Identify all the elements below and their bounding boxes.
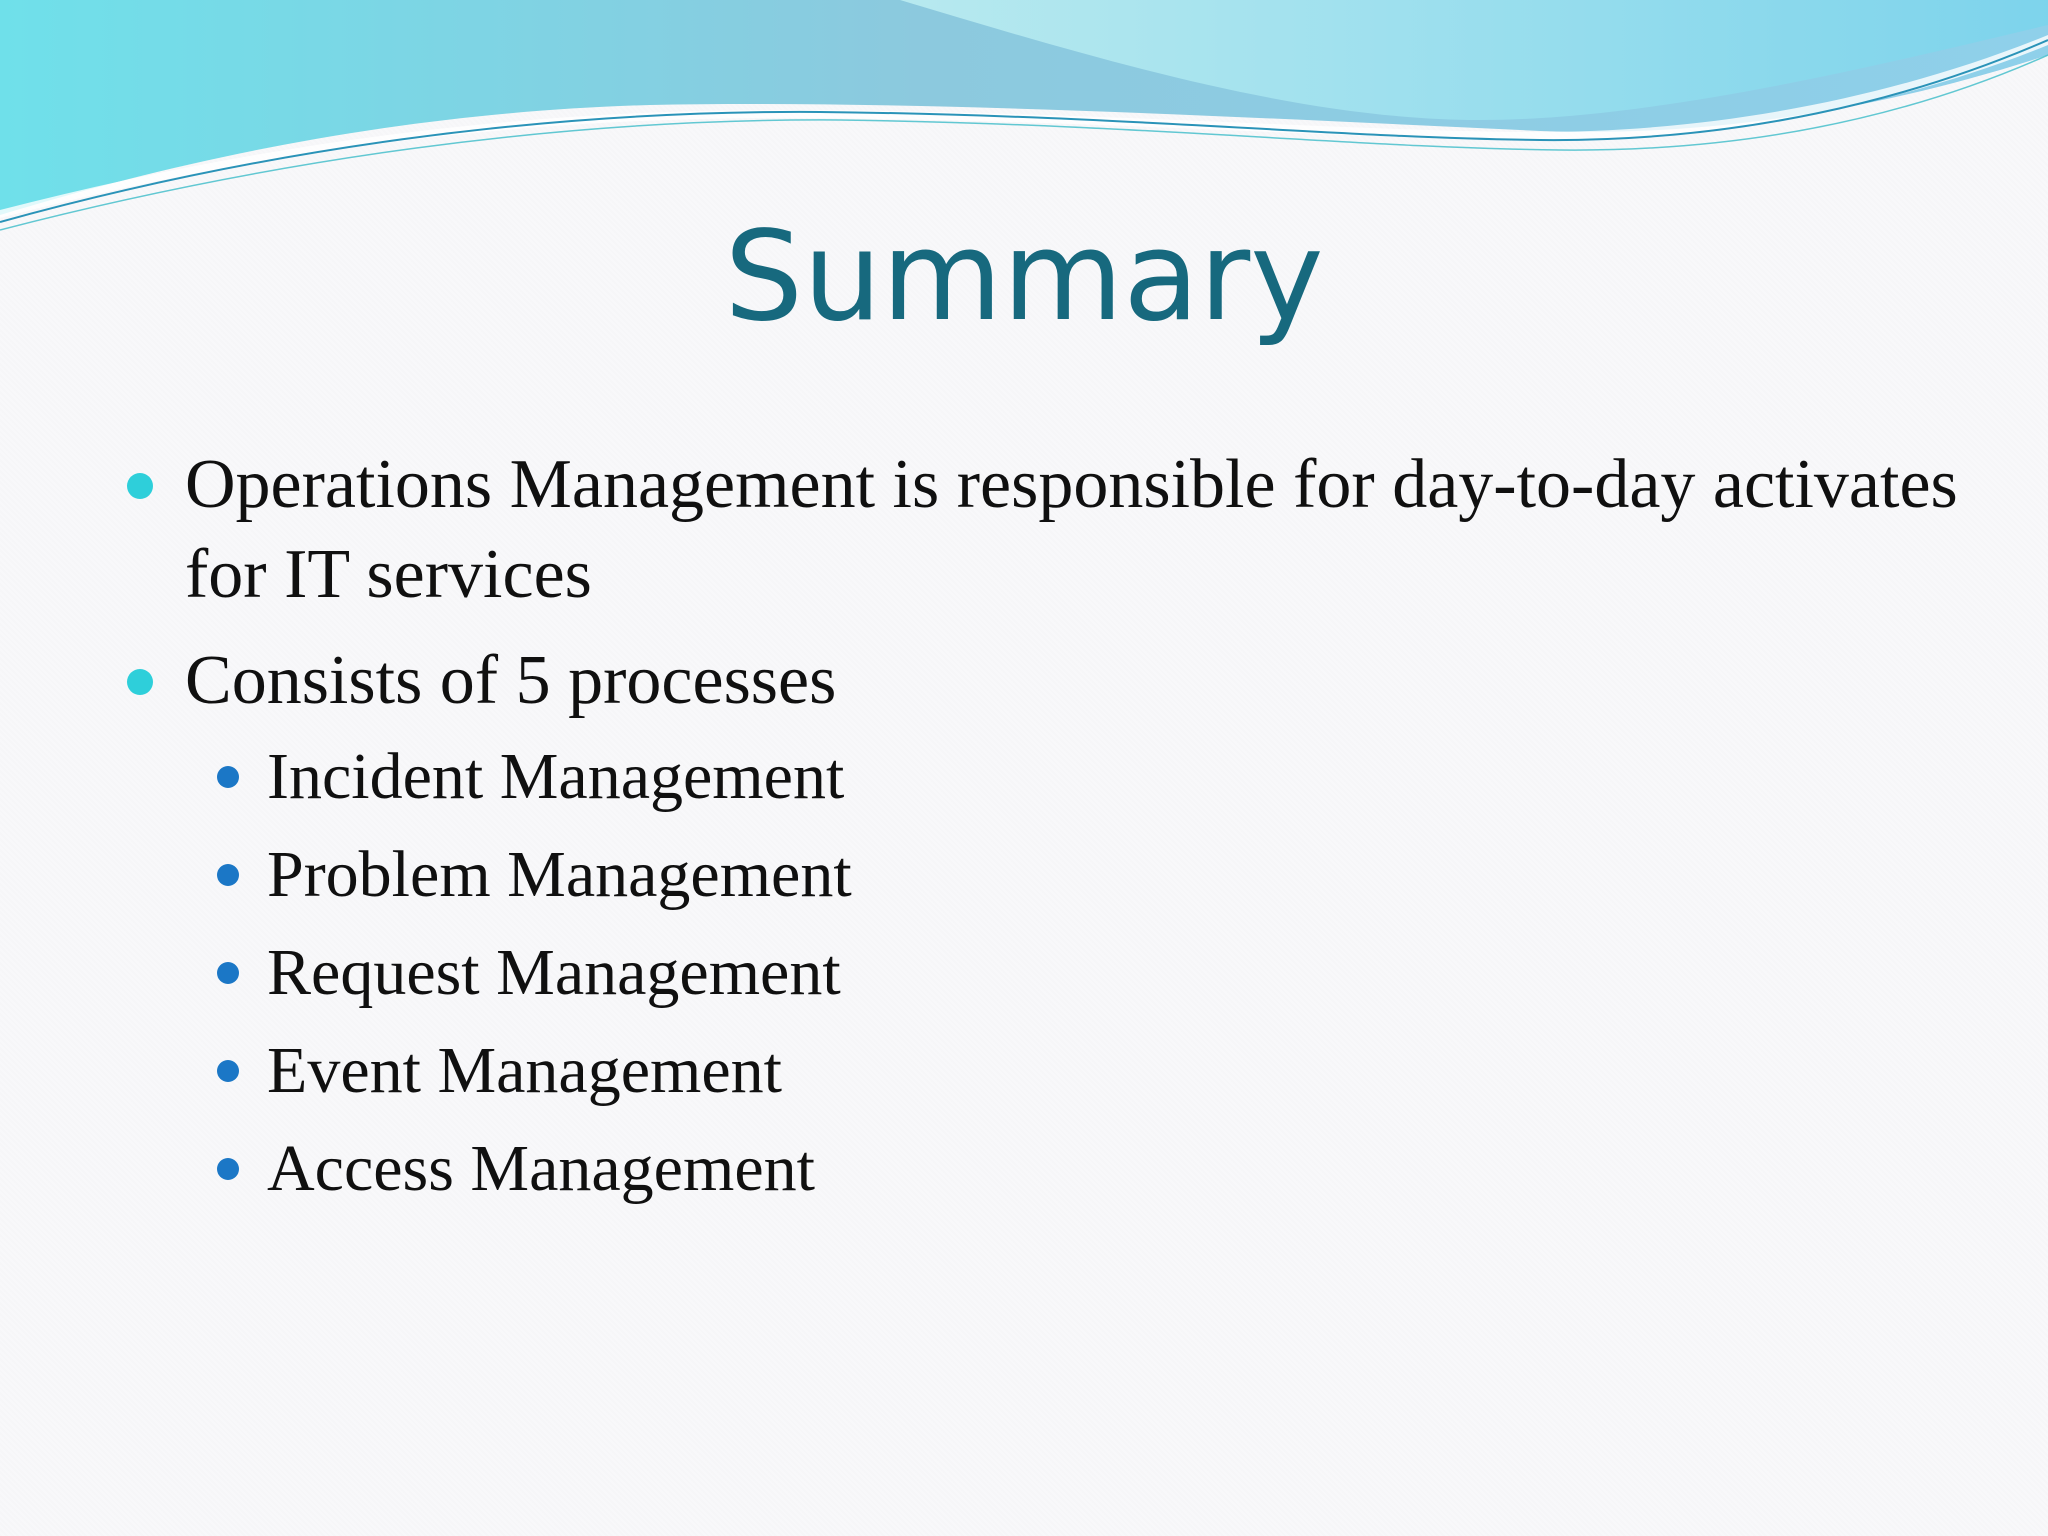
sub-bullet-text: Event Management [267, 1034, 782, 1107]
bullet-dot-icon [127, 669, 153, 695]
bullet-text: Consists of 5 processes [185, 642, 837, 719]
sub-bullet-text: Access Management [267, 1132, 815, 1205]
slide-body [0, 440, 2048, 1218]
sub-bullet-item [267, 924, 2048, 1022]
sub-bullet-text: Request Management [267, 936, 841, 1009]
bullet-text: Operations Management is responsible for day-to-day activates for IT services [185, 446, 1958, 613]
bullet-dot-icon [127, 473, 153, 499]
bullet-item [185, 636, 1965, 726]
sub-bullet-text: Problem Management [267, 838, 852, 911]
sub-bullet-item [267, 1022, 2048, 1120]
sub-bullet-dot-icon [217, 962, 239, 984]
sub-bullet-item [267, 728, 2048, 826]
bullet-item [185, 440, 1965, 620]
sub-bullet-dot-icon [217, 1158, 239, 1180]
sub-bullet-dot-icon [217, 864, 239, 886]
sub-bullet-text: Incident Management [267, 740, 845, 813]
sub-bullet-dot-icon [217, 766, 239, 788]
header-wave-decoration [0, 0, 2048, 240]
sub-bullet-item [267, 826, 2048, 924]
sub-bullet-list [0, 728, 2048, 1218]
slide-title: Summary [724, 205, 1324, 349]
sub-bullet-item [267, 1120, 2048, 1218]
sub-bullet-dot-icon [217, 1060, 239, 1082]
